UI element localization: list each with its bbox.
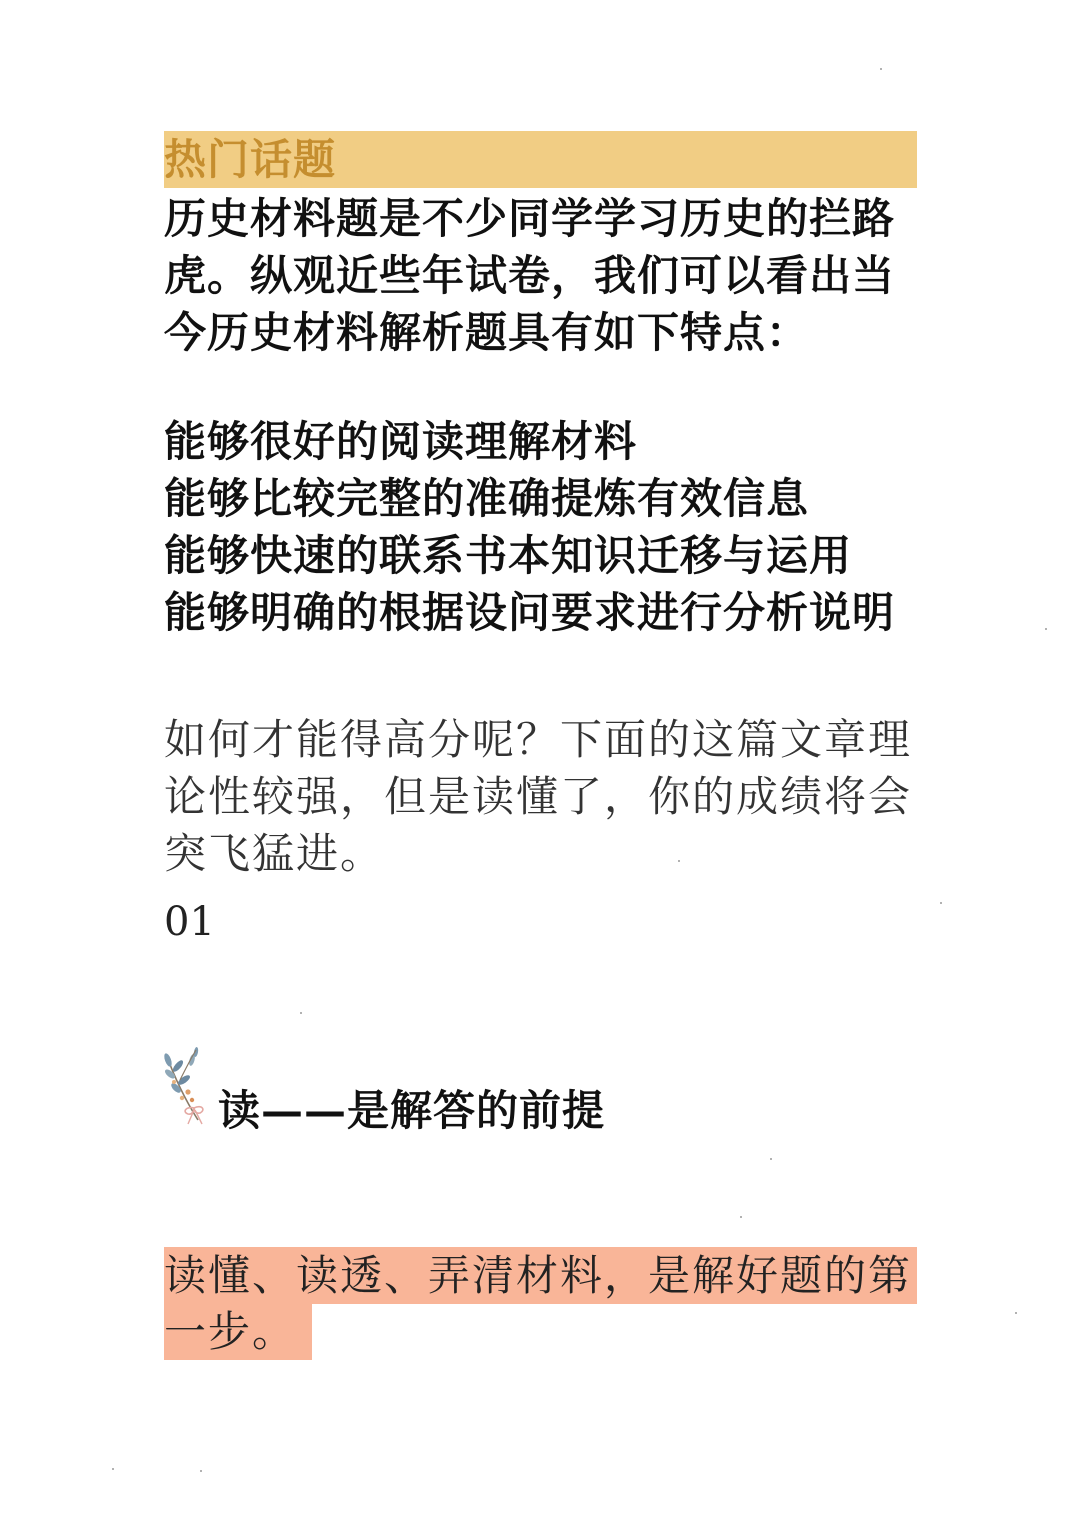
decorative-speck — [112, 1468, 114, 1470]
list-item: 能够明确的根据设问要求进行分析说明 — [164, 588, 896, 637]
decorative-speck — [770, 1158, 772, 1160]
intro-paragraph: 历史材料题是不少同学学习历史的拦路虎。纵观近些年试卷，我们可以看出当今历史材料解析题具有如下特点： — [164, 194, 896, 357]
hot-topic-banner — [164, 131, 917, 188]
leaf-sprig-icon — [158, 1046, 220, 1126]
list-item: 能够很好的阅读理解材料 — [164, 417, 638, 466]
decorative-speck — [940, 902, 942, 904]
decorative-speck — [1045, 628, 1047, 630]
highlight-text-1: 读懂、读透、弄清材料，是解好题的第 — [164, 1251, 913, 1300]
list-item: 能够快速的联系书本知识迁移与运用 — [164, 531, 853, 580]
decorative-speck — [880, 68, 882, 70]
section-heading: 读——是解答的前提 — [218, 1086, 606, 1135]
feature-list — [164, 413, 924, 641]
highlight-line-2 — [164, 1303, 312, 1360]
list-item: 能够比较完整的准确提炼有效信息 — [164, 474, 810, 523]
question-paragraph: 如何才能得高分呢？下面的这篇文章理论性较强，但是读懂了，你的成绩将会突飞猛进。 — [164, 715, 913, 878]
section-number: 01 — [164, 899, 215, 945]
decorative-speck — [300, 1012, 302, 1014]
decorative-speck — [200, 1470, 202, 1472]
hot-topic-label: 热门话题 — [164, 135, 337, 184]
highlight-text-2: 一步。 — [164, 1307, 297, 1356]
decorative-speck — [1015, 1312, 1017, 1314]
highlight-line-1 — [164, 1247, 917, 1304]
decorative-speck — [740, 1216, 742, 1218]
